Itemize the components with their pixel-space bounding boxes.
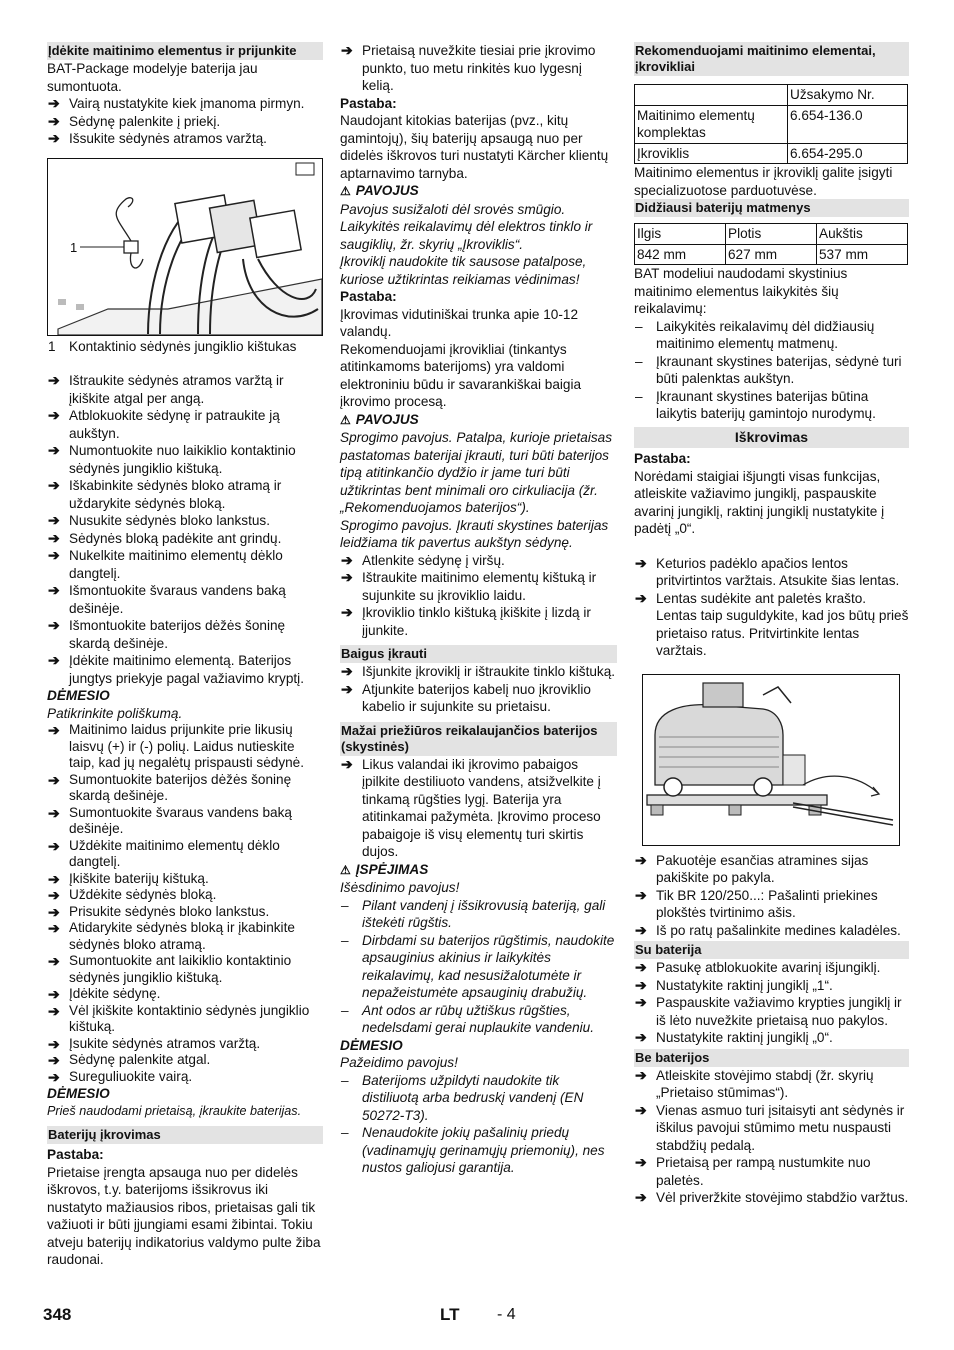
arrow-icon: ➔	[48, 1052, 60, 1068]
dash-bullet: –	[635, 318, 643, 334]
table-header-row	[635, 85, 908, 106]
list-item-text: Baterijoms užpildyti naudokite tik distiliuotą arba bedruskį vandenį (EN 50272-T3).	[362, 1072, 584, 1123]
step	[47, 512, 323, 530]
step	[47, 1003, 323, 1036]
step	[47, 477, 323, 512]
list-item	[340, 1124, 617, 1177]
danger-text: Pavojus susižaloti dėl srovės smūgio. Laikykitės reikalavimų dėl elektros tinklo ir saugiklių, žr. skyrių „Įkroviklis“.	[340, 201, 593, 252]
step-list	[634, 1067, 909, 1207]
step-text: Įdėkite sėdynę.	[69, 986, 161, 1001]
step-text: Pasukę atblokuokite avarinį išjungiklį.	[656, 960, 881, 975]
step-list	[47, 372, 323, 687]
list-item-text: Dirbdami su baterijos rūgštimis, naudokite apsauginius akinius ir laikykitės reikalavimų, kad nesusižalotumėte ir nepažeistumėte apsauginių drabužių.	[362, 932, 615, 1000]
step-text: Numontuokite nuo laikiklio kontaktinio sėdynės jungiklio kištuką.	[69, 443, 296, 476]
table-cell: 6.654-295.0	[788, 143, 908, 164]
arrow-icon: ➔	[341, 42, 353, 58]
step	[47, 372, 323, 407]
list-item-text: Nenaudokite jokių pašalinių priedų (vadinamųjų gerinamųjų priemonių), nes nustos galiojusi garantija.	[362, 1125, 605, 1175]
step	[47, 442, 323, 477]
arrow-icon: ➔	[48, 547, 60, 563]
step-text: Sureguliuokite vairą.	[69, 1068, 193, 1084]
step	[634, 1189, 909, 1207]
table-header-row	[635, 224, 908, 245]
arrow-icon: ➔	[635, 921, 647, 938]
step-text: Iškabinkite sėdynės bloko atramą ir uždarykite sėdynės bloką.	[69, 478, 282, 511]
seat-switch-illustration	[48, 159, 322, 335]
page-number: 348	[43, 1305, 72, 1324]
attention-text: Prieš naudodami prietaisą, įkraukite baterijas.	[47, 1103, 302, 1118]
step-text: Uždėkite sėdynės bloką.	[69, 887, 217, 902]
list-item-text: Pilant vandenį į išsikrovusią bateriją, gali ištekėti rūgštis.	[362, 897, 606, 930]
attention-label: DĖMESIO	[47, 1086, 110, 1101]
step-text: Iš po ratų pašalinkite medines kaladėles.	[656, 922, 901, 938]
arrow-icon: ➔	[48, 804, 60, 821]
list-item-text: Ant odos ar rūbų užtiškus rūgšties, nedelsdami gerai nuplaukite vandeniu.	[362, 1002, 595, 1035]
machine-on-pallet-illustration	[643, 675, 899, 845]
step-text: Nustatykite raktinį jungiklį „1“.	[656, 977, 833, 993]
arrow-icon: ➔	[48, 582, 60, 598]
step-text: Sėdynę palenkite atgal.	[69, 1052, 211, 1067]
dash-bullet: –	[635, 353, 643, 369]
step	[634, 1029, 909, 1047]
step	[47, 113, 323, 131]
arrow-icon: ➔	[635, 851, 647, 868]
step-text: Nustatykite raktinį jungiklį „0“.	[656, 1030, 833, 1045]
step-text: Prietaisą per rampą nustumkite nuo paletės.	[656, 1155, 871, 1188]
table-cell: Plotis	[726, 224, 817, 245]
arrow-icon: ➔	[635, 589, 647, 606]
note-label: Pastaba:	[340, 289, 397, 304]
arrow-icon: ➔	[48, 112, 60, 129]
warning-list	[340, 897, 617, 1037]
note-label: Pastaba:	[634, 451, 691, 466]
step-text: Atleiskite stovėjimo stabdį (žr. skyrių „Prietaiso stūmimas“).	[656, 1067, 874, 1100]
order-number-table	[634, 84, 908, 164]
step-text: Likus valandai iki įkrovimo pabaigos įpilkite destiliuoto vandens, atsižvelkite į tinkamą rūgšties lygį. Baterija yra atitinkamai pažymėta. Įkrovimo proceso pabaigoje iš visų elementų turi skirtis dujos.	[362, 756, 601, 859]
step	[634, 590, 909, 660]
step-text: Sėdynę palenkite į priekį.	[69, 113, 221, 129]
step-text: Ištraukite maitinimo elementų kištuką ir sujunkite su įkroviklio laidu.	[362, 570, 597, 603]
step-text: Ištraukite sėdynės atramos varžtą ir įkiškite atgal per angą.	[69, 373, 284, 406]
arrow-icon: ➔	[635, 886, 647, 903]
dash-bullet: –	[341, 1125, 349, 1140]
step	[47, 887, 323, 904]
step-list	[340, 663, 617, 716]
step-list	[340, 756, 617, 861]
step	[634, 959, 909, 977]
note-label: Pastaba:	[47, 1147, 104, 1162]
dash-bullet: –	[341, 897, 349, 913]
page-sub-number: - 4	[497, 1306, 516, 1323]
step-text: Sėdynės bloką padėkite ant grindų.	[69, 530, 282, 546]
attention-text: Patikrinkite poliškumą.	[47, 705, 183, 721]
step-text: Sumontuokite švaraus vandens baką dešinėje.	[69, 804, 292, 836]
step-text: Maitinimo laidus prijunkite prie likusių laisvų (+) ir (-) polių. Laidus nutieskite taip, kad jų negalėtų prispausti sėdynė.	[69, 722, 305, 770]
heading-dimensions: Didžiausi baterijų matmenys	[634, 199, 909, 217]
step	[47, 407, 323, 442]
step	[47, 920, 323, 953]
arrow-icon: ➔	[635, 1029, 647, 1045]
heading-after-charging: Baigus įkrauti	[340, 645, 617, 663]
arrow-icon: ➔	[635, 994, 647, 1010]
table-row	[635, 244, 908, 265]
arrow-icon: ➔	[48, 837, 60, 854]
arrow-icon: ➔	[48, 1035, 60, 1052]
table-cell: 6.654-136.0	[788, 105, 908, 143]
warning-label: ⚠ ĮSPĖJIMAS	[340, 861, 429, 877]
table-cell	[635, 85, 788, 106]
list-item-text: Laikykitės reikalavimų dėl didžiausių maitinimo elementų matmenų.	[656, 318, 875, 351]
step-text: Uždėkite maitinimo elementų dėklo dangtelį.	[69, 837, 280, 869]
list-item	[340, 897, 617, 932]
step	[340, 663, 617, 681]
step-text: Paspauskite važiavimo krypties jungiklį ir iš lėto nuvežkite prietaisą nuo pakylos.	[656, 995, 902, 1028]
figure-caption	[47, 338, 323, 356]
step	[47, 871, 323, 888]
step-text: Įkroviklio tinklo kištuką įkiškite į lizdą ir įjunkite.	[362, 605, 591, 638]
arrow-icon: ➔	[635, 1101, 647, 1118]
danger-text: Sprogimo pavojus. Patalpa, kurioje prietaisas pastatomas baterijai įkrauti, turi būti baterijos tipą atitinkančio dydžio ir jame turi būti užtikrintas bent minimali oro cirkuliacija (žr. „Rekomenduojamos baterijos“).	[340, 430, 613, 515]
step	[47, 95, 323, 113]
list-item	[340, 932, 617, 1002]
arrow-icon: ➔	[48, 652, 60, 668]
step	[47, 617, 323, 652]
arrow-icon: ➔	[48, 512, 60, 528]
step	[47, 805, 323, 838]
arrow-icon: ➔	[341, 551, 353, 568]
step-text: Vėl įkiškite kontaktinio sėdynės jungiklio kištuką.	[69, 1002, 310, 1034]
step-text: Atidarykite sėdynės bloką ir įkabinkite sėdynės bloko atramą.	[69, 920, 295, 952]
dash-bullet: –	[341, 1072, 349, 1088]
step-list	[47, 95, 323, 148]
note-text: Naudojant kitokias baterijas (pvz., kitų gamintojų), šių baterijų apsaugą nuo per didelės iškrovos turi nustatyti Kärcher klientų aptarnavimo tarnyba.	[340, 113, 609, 181]
step-text: Sumontuokite baterijos dėžės šoninę skardą dešinėje.	[69, 771, 292, 803]
warning-text: Išėsdinimo pavojus!	[340, 880, 460, 895]
arrow-icon: ➔	[48, 372, 60, 388]
arrow-icon: ➔	[48, 1002, 60, 1019]
list-item	[634, 388, 909, 423]
step	[634, 852, 909, 887]
warning-triangle-icon: ⚠	[340, 862, 351, 877]
arrow-icon: ➔	[48, 870, 60, 887]
arrow-icon: ➔	[341, 569, 353, 585]
list-item	[634, 353, 909, 388]
table-cell: 842 mm	[635, 244, 726, 265]
note-text: Įkrovimas vidutiniškai trunka apie 10-12 valandų.	[340, 306, 579, 339]
step-text: Tik BR 120/250...: Pašalinti priekines plokštės tvirtinimo ašis.	[656, 887, 878, 920]
arrow-icon: ➔	[48, 130, 60, 146]
dimensions-list	[634, 318, 909, 423]
step	[47, 772, 323, 805]
note-text: Norėdami staigiai išjungti visas funkcijas, atleiskite važiavimo jungiklį, paspauskite avarinį jungiklį, raktinį jungiklį nustatykite į padėtį „0“.	[634, 468, 885, 536]
step-text: Įkiškite baterijų kištuką.	[69, 870, 209, 886]
arrow-icon: ➔	[48, 953, 60, 969]
step	[634, 922, 909, 940]
list-item-text: Įkraunant skystines baterijas, sėdynė turi būti palenktas aukštyn.	[656, 353, 902, 386]
step	[47, 904, 323, 921]
step-text: Išsukite sėdynės atramos varžtą.	[69, 131, 267, 146]
warning-triangle-icon: ⚠	[340, 412, 351, 427]
step-text: Vėl priveržkite stovėjimo stabdžio varžtus.	[656, 1190, 909, 1205]
step	[634, 1067, 909, 1102]
step-text: Sumontuokite ant laikiklio kontaktinio sėdynės jungiklio kištuką.	[69, 953, 292, 985]
danger-text: Sprogimo pavojus. Įkrauti skystines baterijas leidžiama tik pavertus aukštyn sėdynę.	[340, 517, 609, 550]
arrow-icon: ➔	[48, 95, 60, 111]
step-text: Išmontuokite baterijos dėžės šoninę skardą dešinėje.	[69, 618, 286, 651]
step-text: Nusukite sėdynės bloko lankstus.	[69, 513, 270, 528]
figure-callout-1: 1	[70, 239, 78, 255]
attention-label: DĖMESIO	[340, 1037, 403, 1053]
table-cell: 627 mm	[726, 244, 817, 265]
caption-number: 1	[48, 338, 56, 354]
warning-triangle-icon: ⚠	[340, 184, 351, 198]
step	[634, 994, 909, 1029]
list-item-text: Įkraunant skystines baterijas būtina laikytis baterijų gamintojo nurodymų.	[656, 388, 876, 421]
table-row	[635, 105, 908, 143]
step	[634, 555, 909, 590]
heading-without-battery: Be baterijos	[634, 1049, 909, 1067]
danger-text: Įkroviklį naudokite tik sausose patalpose, kuriose užtikrintas reikiamas vėdinimas!	[340, 254, 587, 287]
note-text: Rekomenduojami įkrovikliai (tinkantys atitinkamoms baterijoms) yra valdomi elektroniniu būdu ir savarankiškai baigia įkrovimo procesą.	[340, 341, 582, 409]
step	[47, 838, 323, 871]
note-label: Pastaba:	[340, 95, 397, 111]
table-cell: Užsakymo Nr.	[788, 85, 908, 106]
arrow-icon: ➔	[341, 663, 353, 679]
column-left	[47, 42, 323, 1269]
step	[47, 130, 323, 148]
step: ➔ Prietaisą nuvežkite tiesiai prie įkrovimo punkto, tuo metu rinkitės kuo lygesnį kelią.	[341, 42, 596, 93]
arrow-icon: ➔	[48, 722, 60, 738]
step	[47, 1036, 323, 1053]
step-list	[634, 555, 909, 660]
arrow-icon: ➔	[635, 1189, 647, 1205]
table-cell: Maitinimo elementų komplektas	[635, 105, 788, 143]
step-text: Pakuotėje esančias atramines sijas pakiškite po pakyla.	[656, 852, 869, 885]
step	[47, 986, 323, 1003]
step-text: Išmontuokite švaraus vandens baką dešinėje.	[69, 583, 286, 616]
step-text: Atblokuokite sėdynę ir patraukite ją aukštyn.	[69, 408, 280, 441]
arrow-icon: ➔	[341, 755, 353, 772]
step-text: Vairą nustatykite kiek įmanoma pirmyn.	[69, 96, 305, 111]
step	[340, 756, 617, 861]
step-text: Atlenkite sėdynę į viršų.	[362, 552, 505, 568]
attention-list	[340, 1072, 617, 1177]
step	[47, 652, 323, 687]
arrow-icon: ➔	[48, 477, 60, 493]
language-code: LT	[440, 1305, 460, 1324]
step	[47, 953, 323, 986]
column-middle	[340, 42, 617, 1177]
step	[634, 887, 909, 922]
table-cell: Aukštis	[817, 224, 908, 245]
step	[47, 547, 323, 582]
step-text: Nukelkite maitinimo elementų dėklo dangtelį.	[69, 548, 283, 581]
step	[47, 582, 323, 617]
step-list	[634, 852, 909, 940]
table-row	[635, 143, 908, 164]
arrow-icon: ➔	[48, 1068, 60, 1085]
recommended-text: Maitinimo elementus ir įkroviklį galite įsigyti specializuotose parduotuvėse.	[634, 165, 893, 198]
danger-label: ⚠ PAVOJUS	[340, 411, 419, 427]
step	[47, 530, 323, 548]
step-text: Išjunkite įkroviklį ir ištraukite tinklo kištuką.	[362, 664, 616, 679]
note-text: Prietaise įrengta apsauga nuo per didelės iškrovos, t.y. baterijoms išsikrovus iki nustatyto mažiausios ribos, prietaisas gali tik važiuoti ir būti įjungiami esami žibintai. Tokiu atveju baterijų indikatorius valdymo pulte žiba raudonai.	[47, 1164, 321, 1267]
dash-bullet: –	[341, 932, 349, 948]
dash-bullet: –	[341, 1002, 349, 1018]
dimensions-text: BAT modeliui naudodami skystinius maitinimo elementus laikykitės šių reikalavimų:	[634, 266, 848, 316]
heading-recommended: Rekomenduojami maitinimo elementai, įkrovikliai	[634, 42, 909, 76]
step-text: Vienas asmuo turi įsitaisyti ant sėdynės ir iškilus pavojui stūmimo metu nuspausti stabdžių pedalą.	[656, 1102, 905, 1153]
list-item	[634, 318, 909, 353]
arrow-icon: ➔	[635, 959, 647, 975]
step	[634, 1154, 909, 1189]
arrow-icon: ➔	[635, 554, 647, 571]
arrow-icon: ➔	[48, 903, 60, 920]
figure-pallet-unloading	[642, 674, 900, 846]
step	[47, 1052, 323, 1069]
arrow-icon: ➔	[48, 407, 60, 423]
arrow-icon: ➔	[48, 442, 60, 458]
attention-label: DĖMESIO	[47, 688, 110, 703]
dash-bullet: –	[635, 388, 643, 404]
step	[340, 552, 617, 570]
heading-with-battery: Su baterija	[634, 941, 909, 959]
table-cell: Įkroviklis	[635, 143, 788, 164]
step-text: Įsukite sėdynės atramos varžtą.	[69, 1035, 261, 1051]
arrow-icon: ➔	[341, 604, 353, 620]
danger-label: ⚠ PAVOJUS	[340, 183, 419, 198]
step	[340, 604, 617, 639]
step-text: Lentas sudėkite ant paletės krašto. Lentas taip suguldykite, kad jos būtų prieš prietaiso ratus. Pritvirtinkite lentas varžtais.	[656, 590, 909, 658]
column-right	[634, 42, 909, 1207]
figure-seat-switch	[47, 158, 323, 336]
step-list	[340, 552, 617, 640]
arrow-icon: ➔	[635, 1154, 647, 1170]
heading-connect: Įdėkite maitinimo elementus ir prijunkite	[47, 42, 323, 60]
arrow-icon: ➔	[341, 680, 353, 697]
step	[340, 569, 617, 604]
intro-text: BAT-Package modelyje baterija jau sumontuota.	[47, 61, 258, 94]
arrow-icon: ➔	[48, 617, 60, 633]
arrow-icon: ➔	[635, 1066, 647, 1083]
step	[47, 722, 323, 772]
arrow-icon: ➔	[48, 887, 60, 903]
step-text: Įdėkite maitinimo elementą. Baterijos jungtys priekyje pagal važiavimo kryptį.	[69, 653, 304, 686]
step-text: Atjunkite baterijos kabelį nuo įkroviklio kabelio ir sujunkite su prietaisu.	[362, 681, 591, 714]
arrow-icon: ➔	[48, 529, 60, 546]
step	[634, 977, 909, 995]
heading-charging: Baterijų įkrovimas	[47, 1126, 323, 1144]
step-list	[47, 722, 323, 1085]
arrow-icon: ➔	[48, 771, 60, 788]
step	[47, 1069, 323, 1086]
step-list	[634, 959, 909, 1047]
heading-unloading: Iškrovimas	[634, 427, 909, 449]
heading-low-maintenance: Mažai priežiūros reikalaujančios baterijos (skystinės)	[340, 722, 617, 756]
dimensions-table	[634, 223, 908, 265]
arrow-icon: ➔	[48, 920, 60, 936]
attention-text: Pažeidimo pavojus!	[340, 1055, 458, 1070]
step-text: Prisukite sėdynės bloko lankstus.	[69, 903, 270, 919]
step	[340, 681, 617, 716]
step-text: Keturios padėklo apačios lentos pritvirtintos varžtais. Atsukite šias lentas.	[656, 555, 900, 588]
arrow-icon: ➔	[48, 986, 60, 1002]
table-cell: Ilgis	[635, 224, 726, 245]
list-item	[340, 1072, 617, 1125]
arrow-icon: ➔	[635, 976, 647, 993]
caption-text: Kontaktinio sėdynės jungiklio kištukas	[69, 338, 297, 354]
step	[634, 1102, 909, 1155]
list-item	[340, 1002, 617, 1037]
table-cell: 537 mm	[817, 244, 908, 265]
